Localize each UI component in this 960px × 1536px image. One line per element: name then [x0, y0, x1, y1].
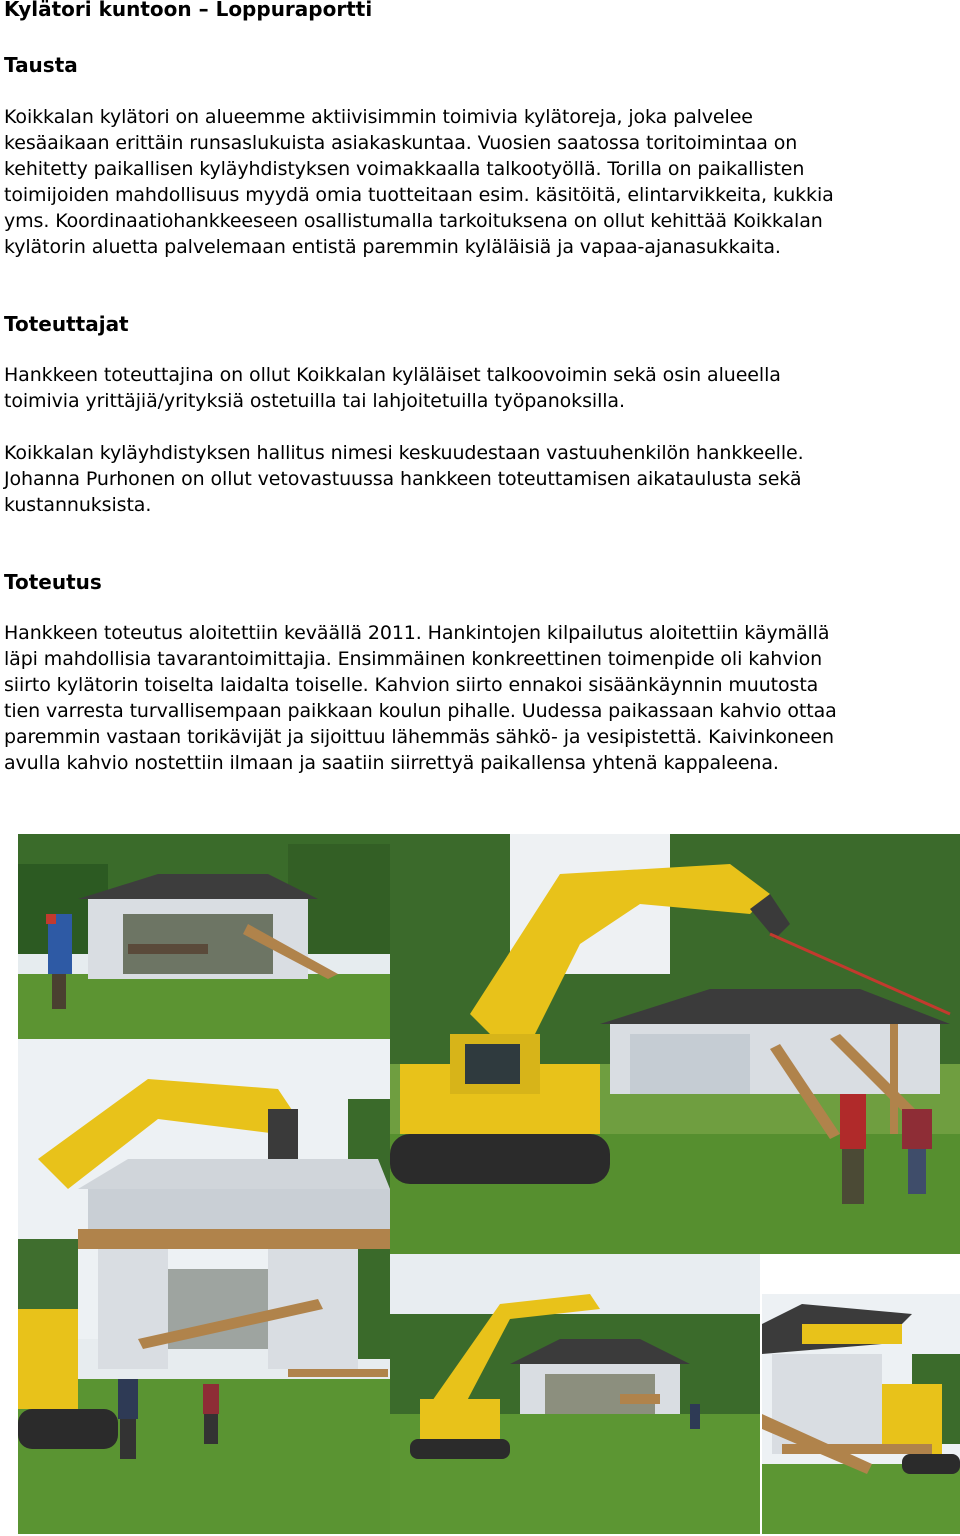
text-line: Johanna Purhonen on ollut vetovastuussa hankkeen toteuttamisen aikataulusta sekä	[4, 468, 802, 490]
photo-collage	[10, 826, 960, 1536]
section-heading-toteutus: Toteutus	[4, 570, 102, 594]
photo-pavilion-before	[18, 834, 390, 1039]
toteutus-paragraph	[4, 620, 956, 776]
text-line: kesäaikaan erittäin runsaslukuista asiakaskuntaa. Vuosien saatossa toritoimintaa on	[4, 132, 798, 154]
text-line: paremmin vastaan torikävijät ja sijoittuu lähemmäs sähkö- ja vesipistettä. Kaivinkoneen	[4, 726, 834, 748]
text-line: kustannuksista.	[4, 494, 152, 516]
tausta-paragraph	[4, 104, 956, 260]
photo-pavilion-closeup-right	[762, 1294, 960, 1534]
text-line: kehitetty paikallisen kyläyhdistyksen voimakkaalla talkootyöllä. Torilla on paikallisten	[4, 158, 805, 180]
text-line: avulla kahvio nostettiin ilmaan ja saatiin siirrettyä paikallensa yhtenä kappaleena.	[4, 752, 779, 774]
text-line: siirto kylätorin toiselta laidalta toiselle. Kahvion siirto ennakoi sisäänkäynnin muutosta	[4, 674, 819, 696]
document-title: Kylätori kuntoon – Loppuraportti	[4, 0, 373, 21]
text-line: toimivia yrittäjiä/yrityksiä ostetuilla tai lahjoitetuilla työpanoksilla.	[4, 390, 625, 412]
text-line: kylätorin aluetta palvelemaan entistä paremmin kyläläisiä ja vapaa-ajanasukkaita.	[4, 236, 781, 258]
section-heading-toteuttajat: Toteuttajat	[4, 312, 129, 336]
text-line: toimijoiden mahdollisuus myydä omia tuotteitaan esim. käsitöitä, elintarvikkeita, kukkia	[4, 184, 834, 206]
photo-excavator-moving-pavilion	[390, 1254, 760, 1534]
text-line: Hankkeen toteuttajina on ollut Koikkalan kyläläiset talkoovoimin sekä osin alueella	[4, 364, 781, 386]
photo-excavator-lifting-roof	[390, 834, 960, 1254]
photo-pavilion-lifted-left	[18, 1039, 390, 1534]
text-line: tien varresta turvallisempaan paikkaan koulun pihalle. Uudessa paikassaan kahvio ottaa	[4, 700, 837, 722]
text-line: yms. Koordinaatiohankkeeseen osallistumalla tarkoituksena on ollut kehittää Koikkalan	[4, 210, 823, 232]
toteuttajat-paragraph-2	[4, 440, 956, 518]
text-line: läpi mahdollisia tavarantoimittajia. Ensimmäinen konkreettinen toimenpide oli kahvion	[4, 648, 823, 670]
toteuttajat-paragraph-1	[4, 362, 956, 414]
section-heading-tausta: Tausta	[4, 53, 78, 77]
text-line: Koikkalan kylätori on alueemme aktiivisimmin toimivia kylätoreja, joka palvelee	[4, 106, 753, 128]
text-line: Hankkeen toteutus aloitettiin keväällä 2011. Hankintojen kilpailutus aloitettiin käymällä	[4, 622, 830, 644]
text-line: Koikkalan kyläyhdistyksen hallitus nimesi keskuudestaan vastuuhenkilön hankkeelle.	[4, 442, 804, 464]
